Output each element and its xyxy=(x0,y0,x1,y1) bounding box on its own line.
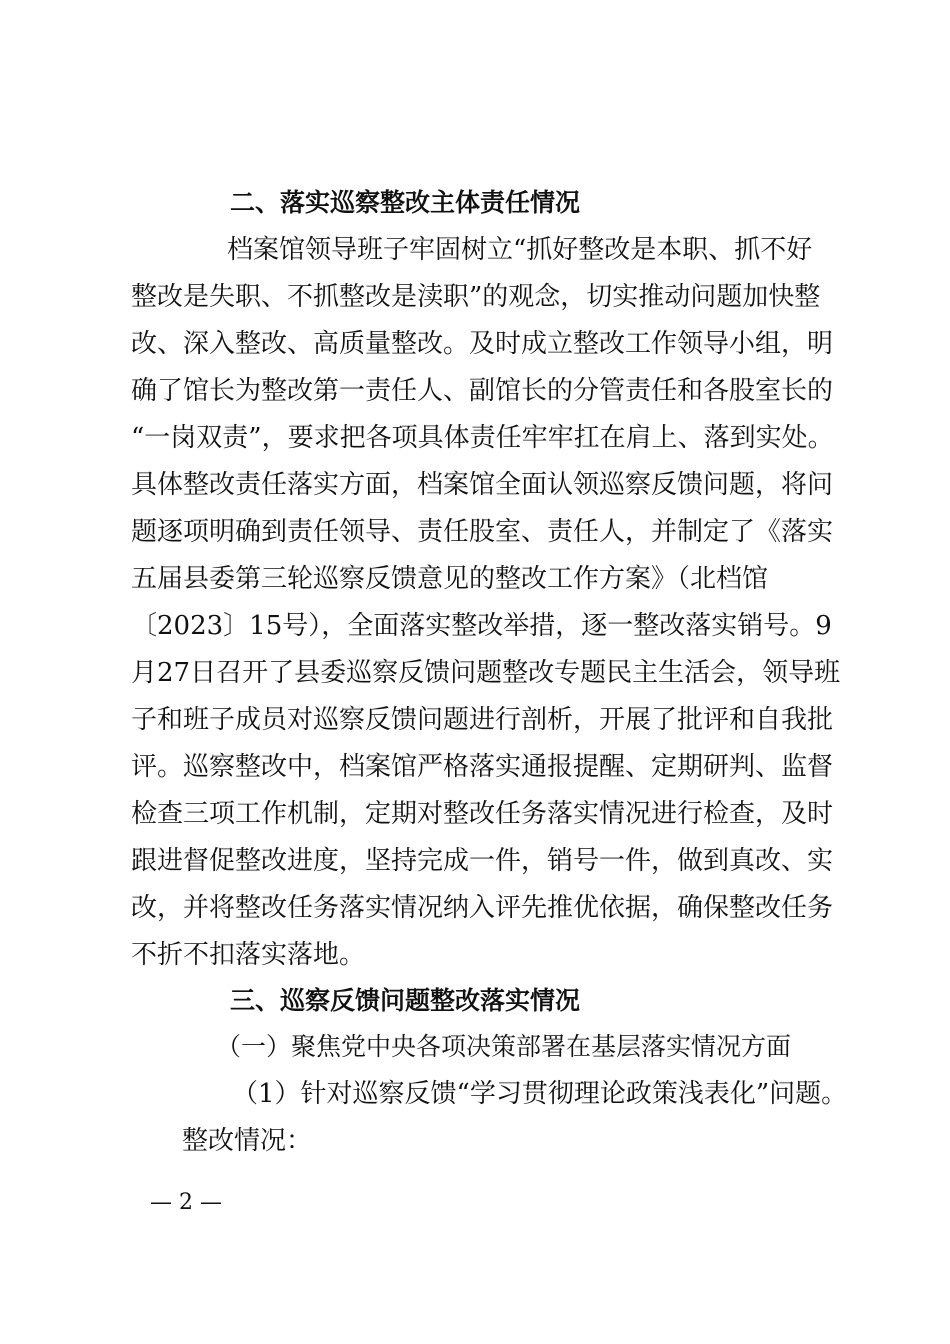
item-line: （1）针对巡察反馈“学习贯彻理论政策浅表化”问题。 xyxy=(232,1079,848,1109)
body-line: 五届县委第三轮巡察反馈意见的整改工作方案》（北档馆 xyxy=(131,564,769,594)
body-line: 月27日召开了县委巡察反馈问题整改专题民主生活会，领导班 xyxy=(131,658,841,688)
item-line-continued: 整改情况： xyxy=(182,1126,313,1156)
body-line: 确了馆长为整改第一责任人、副馆长的分管责任和各股室长的 xyxy=(131,376,834,406)
body-line: 子和班子成员对巡察反馈问题进行剖析，开展了批评和自我批 xyxy=(131,705,834,735)
body-line: 不折不扣落实落地。 xyxy=(131,940,366,970)
body-line: “一岗双责”，要求把各项具体责任牢牢扛在肩上、落到实处。 xyxy=(131,423,834,453)
body-line: 题逐项明确到责任领导、责任股室、责任人，并制定了《落实 xyxy=(131,517,834,547)
body-line: 跟进督促整改进度，坚持完成一件，销号一件，做到真改、实 xyxy=(131,846,834,876)
page-number: — 2 — xyxy=(150,1190,222,1215)
body-line: 具体整改责任落实方面，档案馆全面认领巡察反馈问题，将问 xyxy=(131,470,834,500)
body-line: 评。巡察整改中，档案馆严格落实通报提醒、定期研判、监督 xyxy=(131,752,834,782)
body-line: 〔2023〕15号），全面落实整改举措，逐一整改落实销号。9 xyxy=(131,611,832,641)
body-line: 改，并将整改任务落实情况纳入评先推优依据，确保整改任务 xyxy=(131,893,834,923)
body-line: 整改是失职、不抓整改是渎职”的观念，切实推动问题加快整 xyxy=(131,282,821,312)
body-line: 改、深入整改、高质量整改。及时成立整改工作领导小组，明 xyxy=(131,329,834,359)
section-heading-2: 二、落实巡察整改主体责任情况 xyxy=(230,188,581,217)
body-line: 档案馆领导班子牢固树立“抓好整改是本职、抓不好 xyxy=(227,235,813,265)
body-line: 检查三项工作机制，定期对整改任务落实情况进行检查，及时 xyxy=(131,799,834,829)
section-heading-3: 三、巡察反馈问题整改落实情况 xyxy=(230,986,581,1015)
subheading-1: （一）聚焦党中央各项决策部署在基层落实情况方面 xyxy=(216,1032,792,1061)
